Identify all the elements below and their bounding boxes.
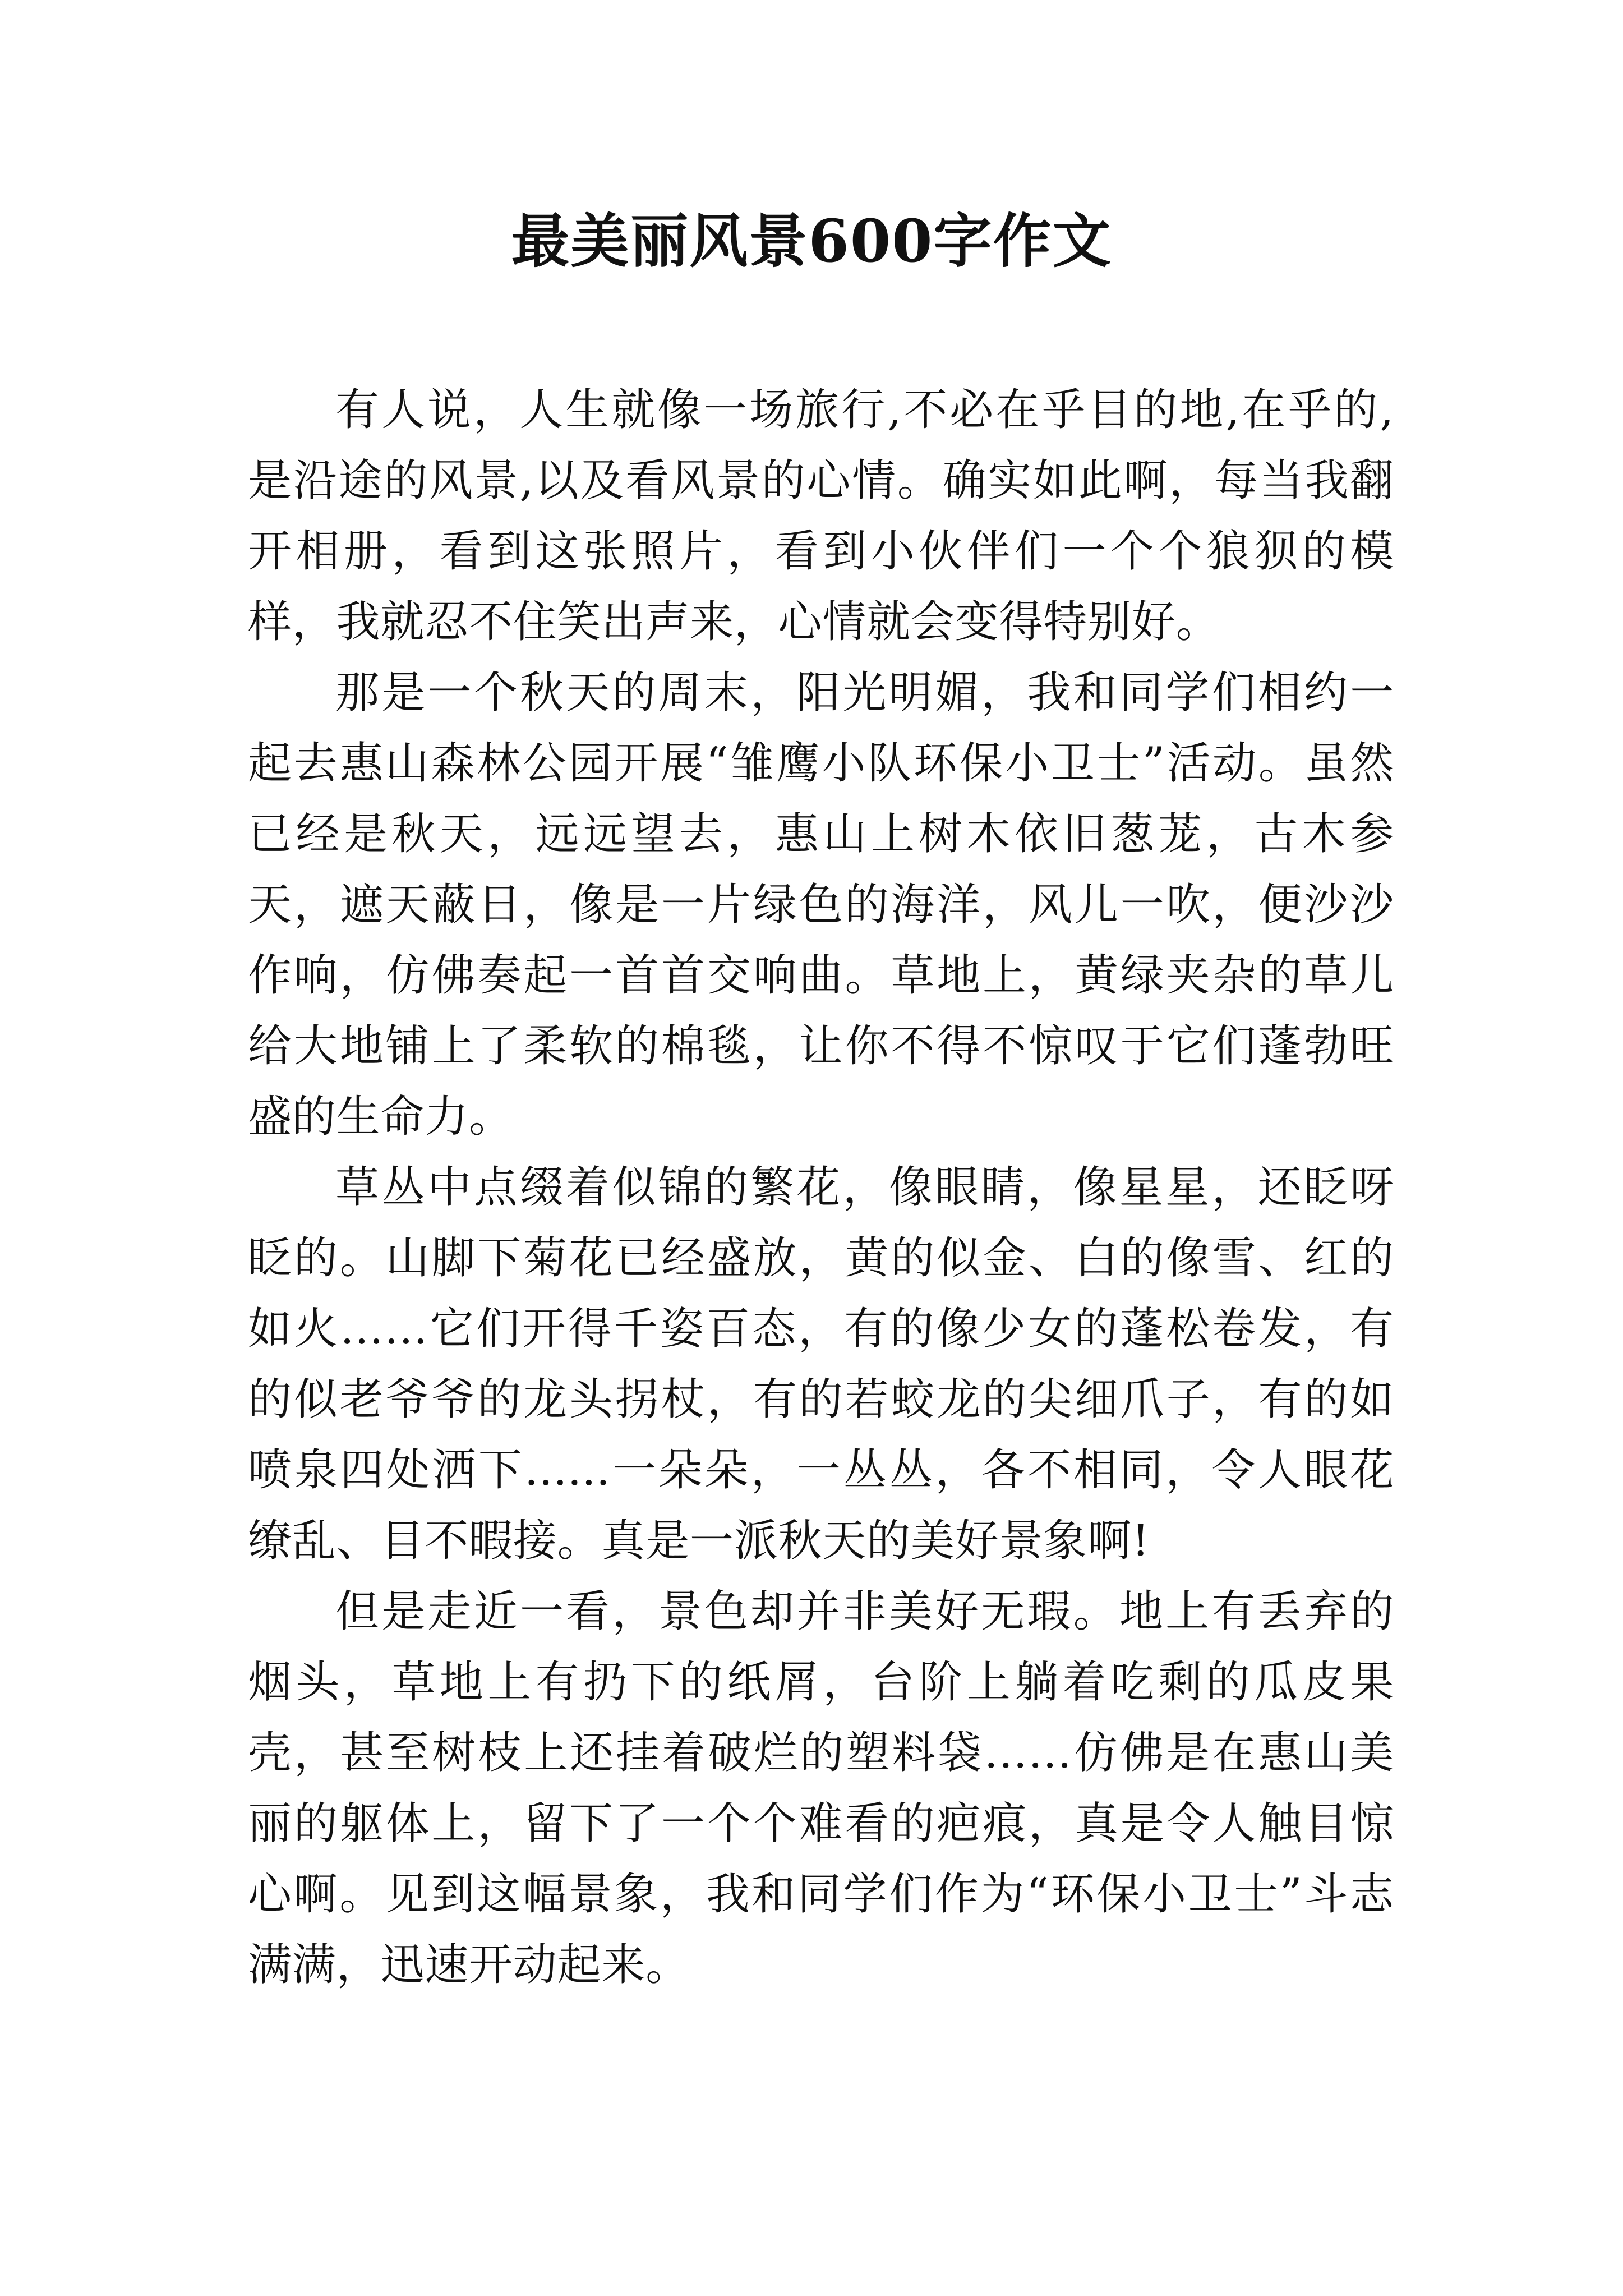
document-title: 最美丽风景600字作文 [511,206,1112,275]
document-body [248,375,1394,2000]
paragraph-2: 那是一个秋天的周末，阳光明媚，我和同学们相约一起去惠山森林公园开展“雏鹰小队环保小卫士”活动。虽然已经是秋天，远远望去，惠山上树木依旧葱茏，古木参天，遮天蔽日，像是一片绿色的海洋，风儿一吹，便沙沙作响，仿佛奏起一首首交响曲。草地上，黄绿夹杂的草儿给大地铺上了柔软的棉毯，让你不得不惊叹于它们蓬勃旺盛的生命力。 [248,668,1394,1142]
paragraph-1: 有人说，人生就像一场旅行,不必在乎目的地,在乎的,是沿途的风景,以及看风景的心情。确实如此啊，每当我翻开相册，看到这张照片，看到小伙伴们一个个狼狈的模样，我就忍不住笑出声来，心情就会变得特别好。 [248,385,1394,647]
paragraph-3: 草丛中点缀着似锦的繁花，像眼睛，像星星，还眨呀眨的。山脚下菊花已经盛放，黄的似金、白的像雪、红的如火……它们开得千姿百态，有的像少女的蓬松卷发，有的似老爷爷的龙头拐杖，有的若蛟龙的尖细爪子，有的如喷泉四处洒下......一朵朵，一丛丛，各不相同，令人眼花缭乱、目不暇接。真是一派秋天的美好景象啊! [248,1162,1394,1566]
paragraph-4: 但是走近一看，景色却并非美好无瑕。地上有丢弃的烟头，草地上有扔下的纸屑，台阶上躺着吃剩的瓜皮果壳，甚至树枝上还挂着破烂的塑料袋……仿佛是在惠山美丽的躯体上，留下了一个个难看的疤痕，真是令人触目惊心啊。见到这幅景象，我和同学们作为“环保小卫士”斗志满满，迅速开动起来。 [248,1586,1394,1990]
